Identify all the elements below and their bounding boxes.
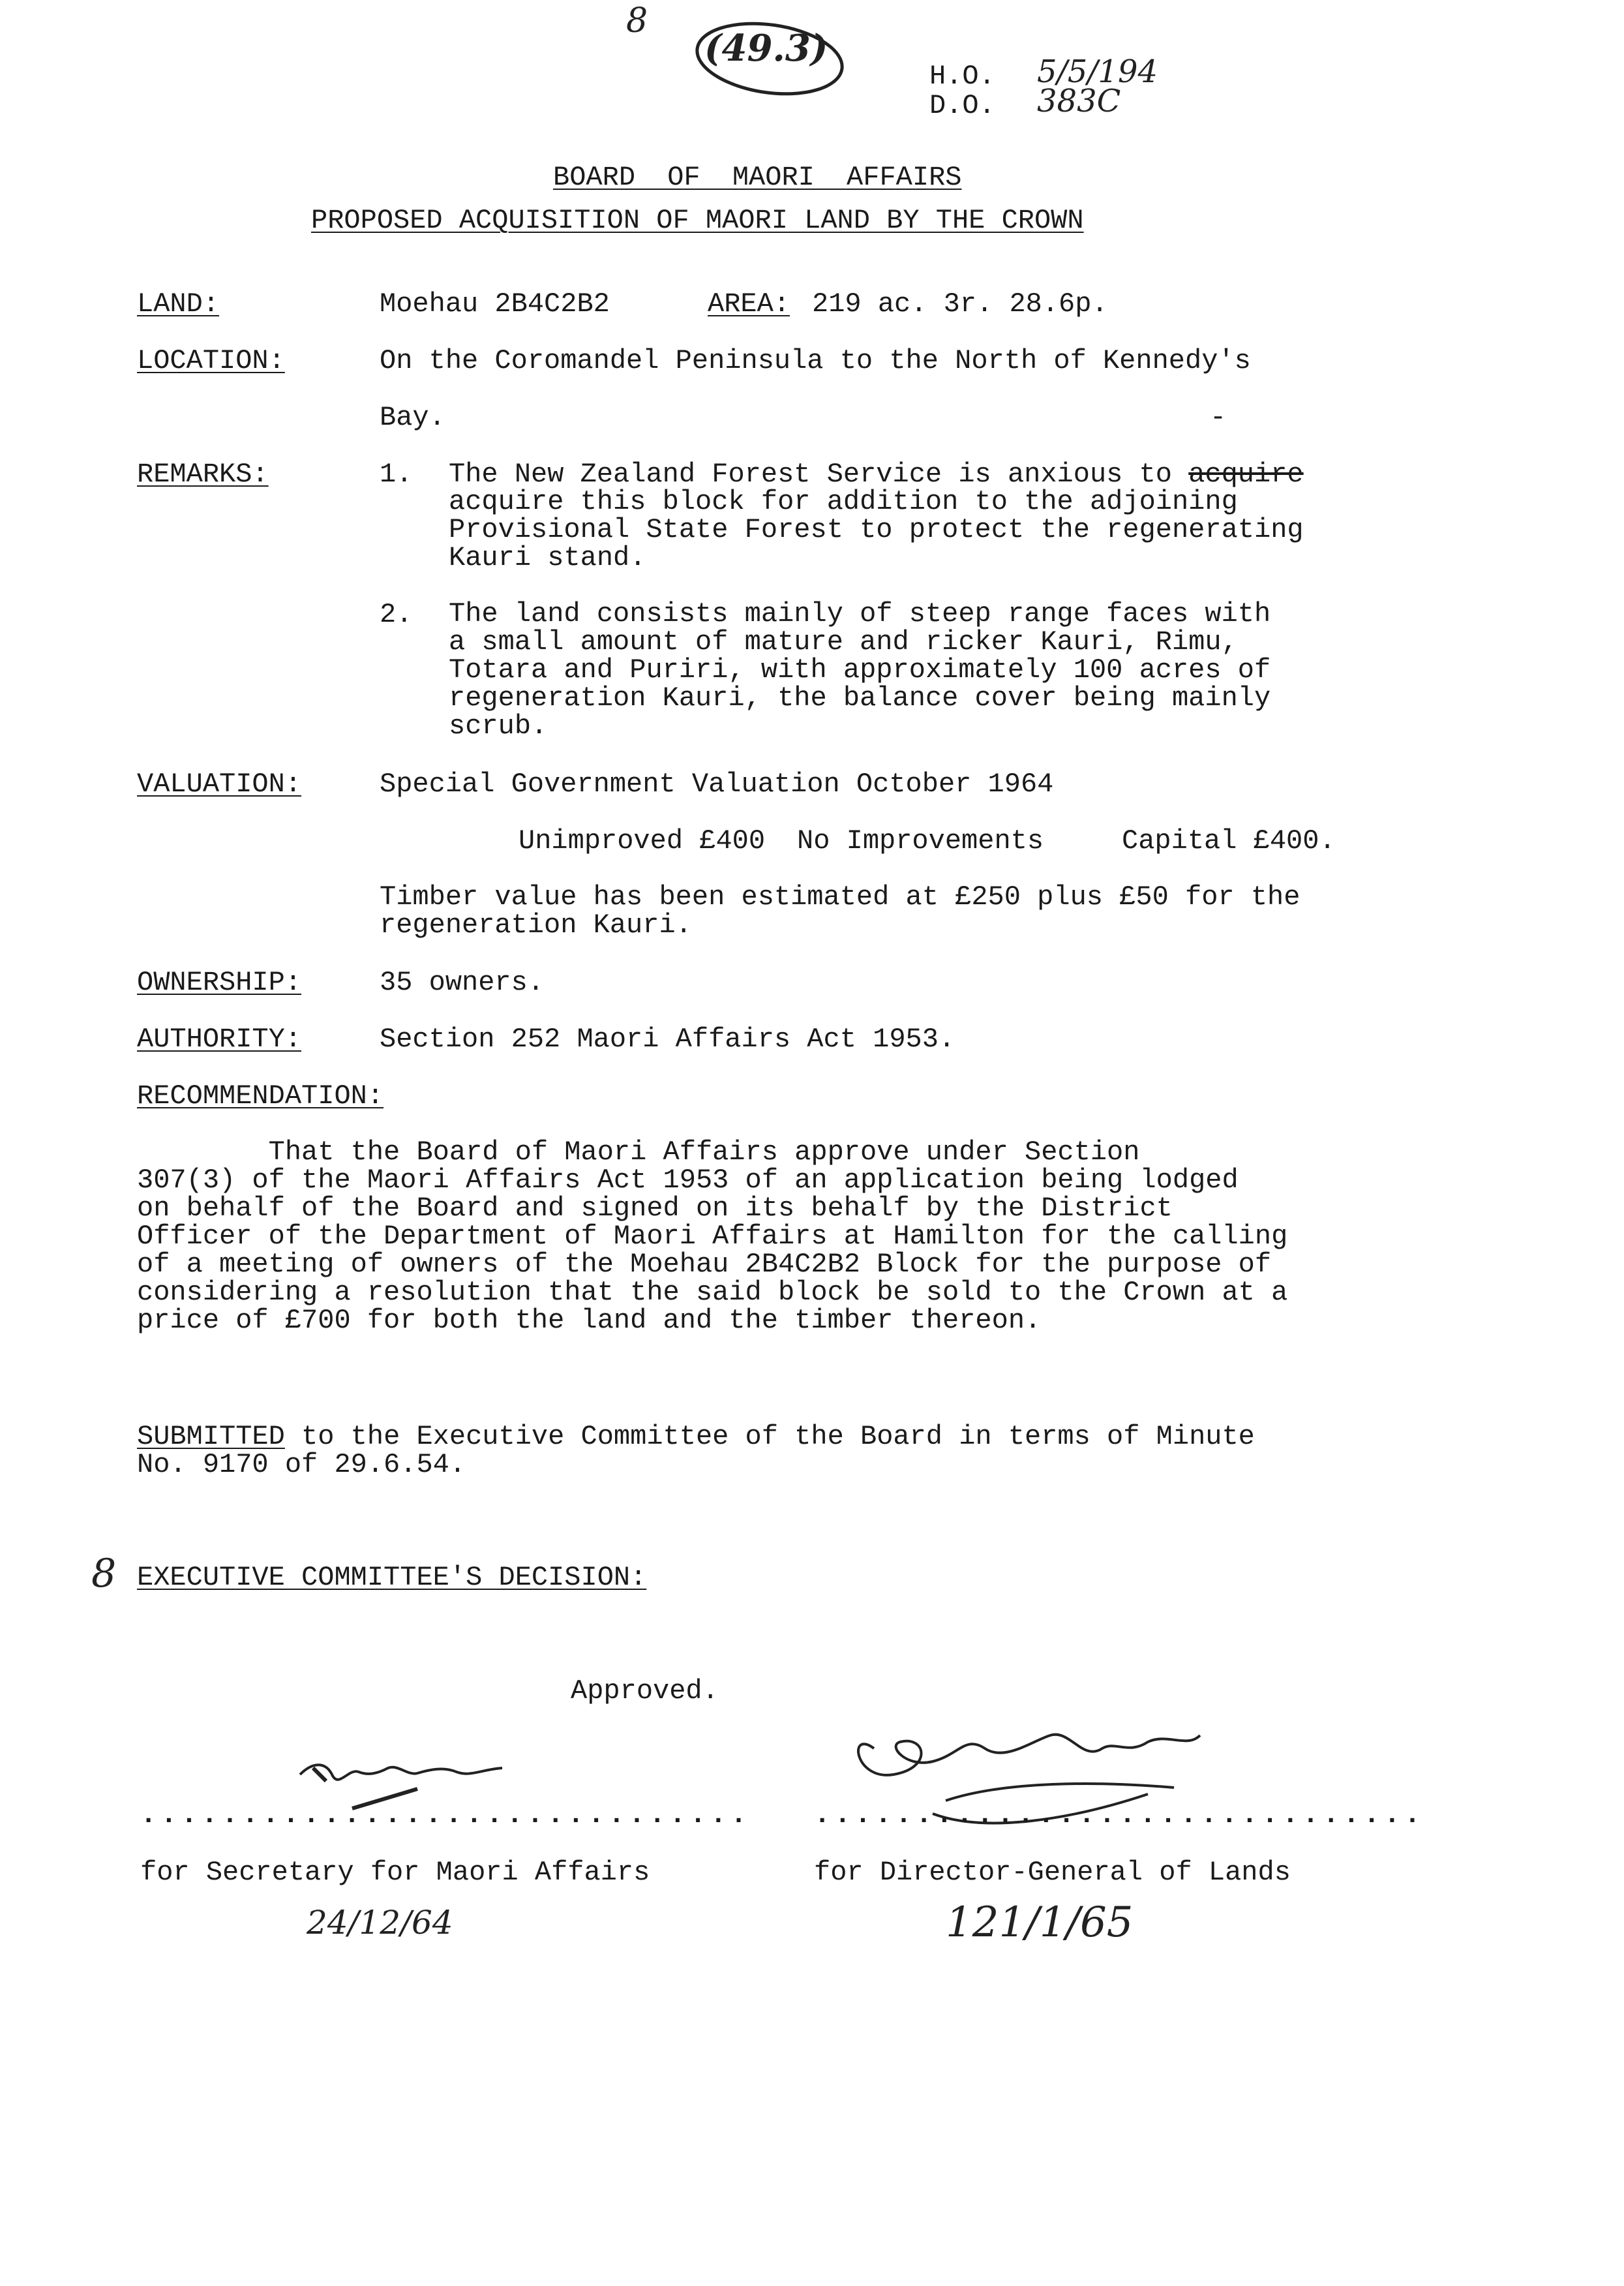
valuation-label: VALUATION: <box>137 769 302 800</box>
submitted-label: SUBMITTED <box>137 1421 285 1452</box>
remark-1-continuation: acquire this block for addition to the adjoining Provisional State Forest to protect the regenerating Kauri stand. <box>449 486 1304 573</box>
recommendation-text: That the Board of Maori Affairs approve under Section 307(3) of the Maori Affairs Act 1953 of an application being lodged on behalf of the Board and signed on its behalf by the District Officer of the Department of Maori Affairs at Hamilton for the calling of a meeting of owners of the Moehau 2B4C2B2 Block for the purpose of considering a resolution that the said block be sold to the Crown at a price of £700 for both the land and the timber thereon. <box>137 1136 1288 1336</box>
valuation-improvements: No Improvements <box>797 825 1044 857</box>
remark-1-line-1 <box>449 460 1304 489</box>
valuation-line-1: Special Government Valuation October 1964 <box>380 769 1054 800</box>
secretary-signature-line: .............................. <box>140 1799 751 1831</box>
secretary-date: 24/12/64 <box>307 1904 453 1942</box>
authority-label: AUTHORITY: <box>137 1024 302 1055</box>
decision-value: Approved. <box>571 1675 719 1707</box>
remarks-label: REMARKS: <box>137 459 269 490</box>
document-title: BOARD OF MAORI AFFAIRS <box>553 162 962 193</box>
area-value: 219 ac. 3r. 28.6p. <box>812 288 1108 320</box>
director-date: 121/1/65 <box>946 1898 1134 1947</box>
location-label: LOCATION: <box>137 345 285 376</box>
remark-1-struck-word: acquire <box>1188 459 1304 490</box>
location-line-2: Bay. <box>380 402 445 433</box>
location-dash: - <box>1210 402 1227 433</box>
document-subtitle: PROPOSED ACQUISITION OF MAORI LAND BY THE CROWN <box>311 205 1084 236</box>
location-line-1: On the Coromandel Peninsula to the North of Kennedy's <box>380 345 1251 376</box>
submitted-line-2: No. 9170 of 29.6.54. <box>137 1449 466 1480</box>
ho-value: 5/5/194 <box>1037 53 1158 90</box>
recommendation-label: RECOMMENDATION: <box>137 1080 384 1112</box>
submitted-line-1 <box>137 1422 1255 1451</box>
ownership-value: 35 owners. <box>380 967 545 998</box>
top-handwritten-mark: 8 <box>626 1 648 40</box>
remark-2-number: 2. <box>380 599 413 630</box>
director-signature-line: .............................. <box>814 1799 1425 1831</box>
secretary-caption: for Secretary for Maori Affairs <box>140 1857 650 1888</box>
do-label: D.O. <box>929 90 995 121</box>
ownership-label: OWNERSHIP: <box>137 967 302 998</box>
remark-1-lead: The New Zealand Forest Service is anxious to <box>449 459 1189 490</box>
left-margin-mark: 8 <box>91 1551 117 1596</box>
authority-value: Section 252 Maori Affairs Act 1953. <box>380 1024 955 1055</box>
remark-1-number: 1. <box>380 459 413 490</box>
valuation-unimproved: Unimproved £400 <box>519 825 766 857</box>
director-caption: for Director-General of Lands <box>814 1857 1291 1888</box>
valuation-capital: Capital £400. <box>1122 825 1336 857</box>
do-value: 383C <box>1037 83 1121 119</box>
circle-mark-icon <box>691 13 854 104</box>
circled-number: (49.3) <box>704 27 828 70</box>
land-value: Moehau 2B4C2B2 <box>380 288 610 320</box>
submitted-text: to the Executive Committee of the Board in terms of Minute <box>284 1421 1255 1452</box>
valuation-timber: Timber value has been estimated at £250 plus £50 for the regeneration Kauri. <box>380 881 1301 941</box>
remark-2-text: The land consists mainly of steep range faces with a small amount of mature and ricker Kauri, Rimu, Totara and Puriri, with approximately 100 acres of regeneration Kauri, the balance cover being mainly scrub. <box>449 598 1271 742</box>
land-label: LAND: <box>137 288 220 320</box>
decision-label: EXECUTIVE COMMITTEE'S DECISION: <box>137 1562 647 1593</box>
area-label: AREA: <box>708 288 790 320</box>
ho-label: H.O. <box>929 61 995 92</box>
